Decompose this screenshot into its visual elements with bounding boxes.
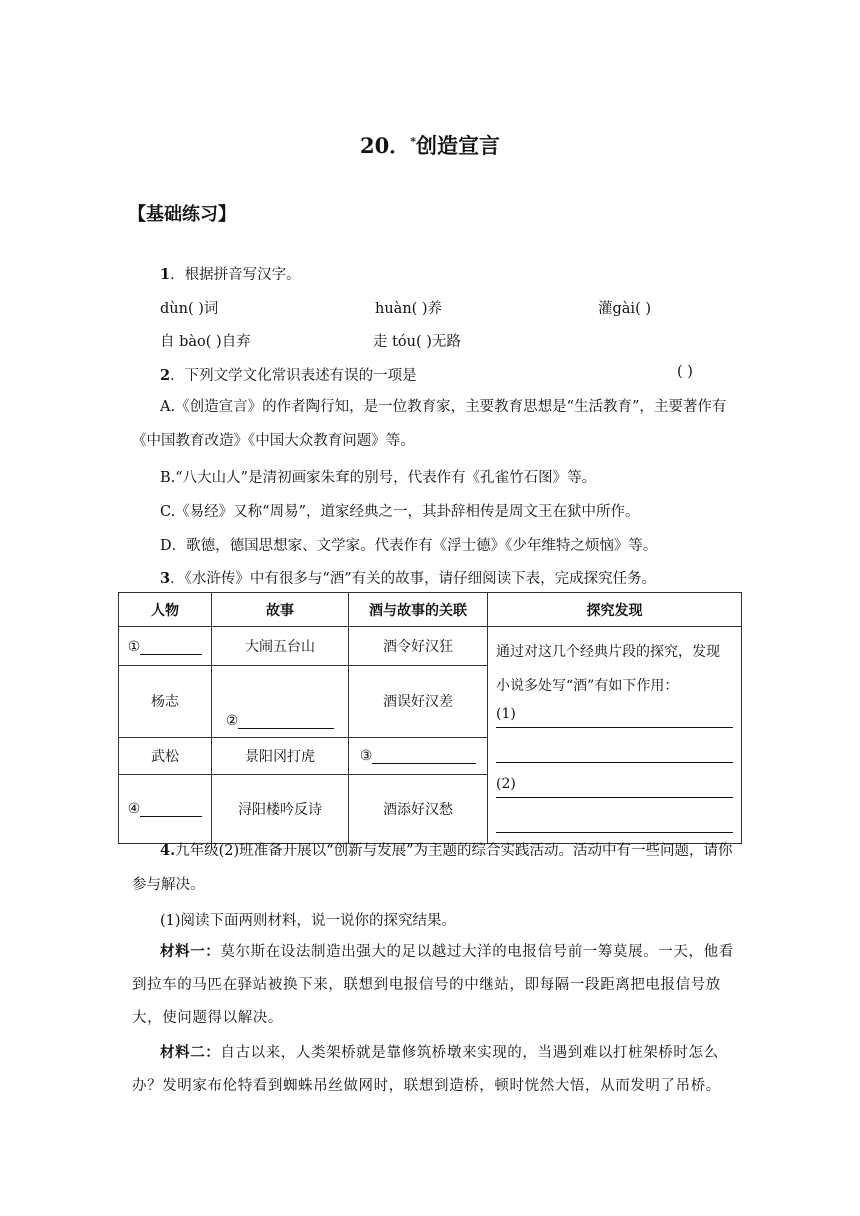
pinyin-item-5: 走 tóu( )无路 bbox=[373, 334, 461, 350]
option-d: D．歌德，德国思想家、文学家。代表作有《浮士德》《少年维特之烦恼》等。 bbox=[160, 538, 658, 554]
question-1-text: ．根据拼音写汉字。 bbox=[170, 267, 301, 283]
material-2 bbox=[132, 1036, 738, 1103]
finding-answer-1-line-2[interactable] bbox=[496, 738, 733, 763]
cell-person[interactable]: ④ bbox=[119, 774, 212, 843]
finding-answer-1[interactable]: (1) bbox=[496, 703, 733, 728]
finding-answer-2-line-2[interactable] bbox=[496, 808, 733, 833]
header-link: 酒与故事的关联 bbox=[349, 593, 488, 627]
header-story: 故事 bbox=[212, 593, 349, 627]
water-margin-table bbox=[118, 592, 742, 844]
finding-cell bbox=[488, 627, 742, 844]
cell-story: 浔阳楼吟反诗 bbox=[212, 774, 349, 843]
cell-story: 景阳冈打虎 bbox=[212, 737, 349, 774]
question-1 bbox=[160, 263, 301, 284]
option-c: C.《易经》又称“周易”，道家经典之一，其卦辞相传是周文王在狱中所作。 bbox=[160, 504, 640, 520]
cell-link: 酒添好汉愁 bbox=[349, 774, 488, 843]
pinyin-item-3: 灌gài( ) bbox=[598, 301, 651, 317]
cell-person[interactable]: ① bbox=[119, 627, 212, 666]
question-3 bbox=[160, 567, 656, 588]
answer-blank[interactable] bbox=[140, 800, 202, 817]
lesson-number: 20． bbox=[360, 133, 411, 158]
header-finding: 探究发现 bbox=[488, 593, 742, 627]
question-1-number: 1 bbox=[160, 266, 171, 283]
question-4 bbox=[132, 834, 736, 902]
answer-blank[interactable] bbox=[372, 747, 476, 764]
question-3-number: 3 bbox=[160, 570, 171, 587]
table-header-row bbox=[119, 593, 742, 627]
material-1 bbox=[132, 935, 738, 1035]
cell-link: 酒误好汉差 bbox=[349, 666, 488, 737]
asterisk-mark: * bbox=[410, 135, 416, 148]
table-row bbox=[119, 627, 742, 666]
question-4-text: 九年级(2)班准备开展以“创新与发展”为主题的综合实践活动。活动中有一些问题，请你参与解决。 bbox=[132, 843, 733, 893]
cell-person: 武松 bbox=[119, 737, 212, 774]
question-3-text: ．《水浒传》中有很多与“酒”有关的故事，请仔细阅读下表，完成探究任务。 bbox=[170, 571, 657, 587]
header-person: 人物 bbox=[119, 593, 212, 627]
page-title bbox=[0, 130, 860, 160]
cell-story[interactable]: ② bbox=[212, 666, 349, 737]
question-2 bbox=[160, 364, 417, 385]
section-heading: 【基础练习】 bbox=[128, 204, 236, 225]
option-b: B.“八大山人”是清初画家朱耷的别号，代表作有《孔雀竹石图》等。 bbox=[160, 470, 597, 486]
material-2-text: 自古以来，人类架桥就是靠修筑桥墩来实现的，当遇到难以打桩架桥时怎么办？发明家布伦特看到蜘蛛吊丝做网时，联想到造桥，顿时恍然大悟，从而发明了吊桥。 bbox=[132, 1045, 721, 1094]
finding-answer-2[interactable]: (2) bbox=[496, 773, 733, 798]
option-a: A.《创造宣言》的作者陶行知，是一位教育家，主要教育思想是“生活教育”，主要著作有《中国教育改造》《中国大众教育问题》等。 bbox=[132, 399, 727, 449]
cell-story: 大闹五台山 bbox=[212, 627, 349, 666]
answer-blank[interactable] bbox=[238, 712, 334, 729]
pinyin-item-4: 自 bào( )自弃 bbox=[160, 334, 251, 350]
material-1-label: 材料一： bbox=[160, 943, 221, 960]
answer-blank[interactable] bbox=[140, 638, 202, 655]
pinyin-item-2: huàn( )养 bbox=[375, 301, 443, 317]
cell-person: 杨志 bbox=[119, 666, 212, 737]
answer-parenthesis: ( ) bbox=[677, 364, 693, 380]
sub-question-1: (1)阅读下面两则材料，说一说你的探究结果。 bbox=[160, 913, 457, 929]
lesson-title: 创造宣言 bbox=[416, 133, 500, 158]
cell-link: 酒令好汉狂 bbox=[349, 627, 488, 666]
question-2-number: 2 bbox=[160, 367, 171, 384]
finding-intro: 通过对这几个经典片段的探究，发现小说多处写“酒”有如下作用： bbox=[496, 644, 720, 694]
question-2-text: ．下列文学文化常识表述有误的一项是 bbox=[170, 368, 417, 384]
question-4-number: 4. bbox=[160, 842, 176, 859]
material-2-label: 材料二： bbox=[160, 1044, 221, 1061]
material-1-text: 莫尔斯在设法制造出强大的足以越过大洋的电报信号前一筹莫展。一天，他看到拉车的马匹在驿站被换下来，联想到电报信号的中继站，即每隔一段距离把电报信号放大，使问题得以解决。 bbox=[132, 944, 734, 1026]
cell-link[interactable]: ③ bbox=[349, 737, 488, 774]
pinyin-item-1: dùn( )词 bbox=[160, 301, 219, 317]
